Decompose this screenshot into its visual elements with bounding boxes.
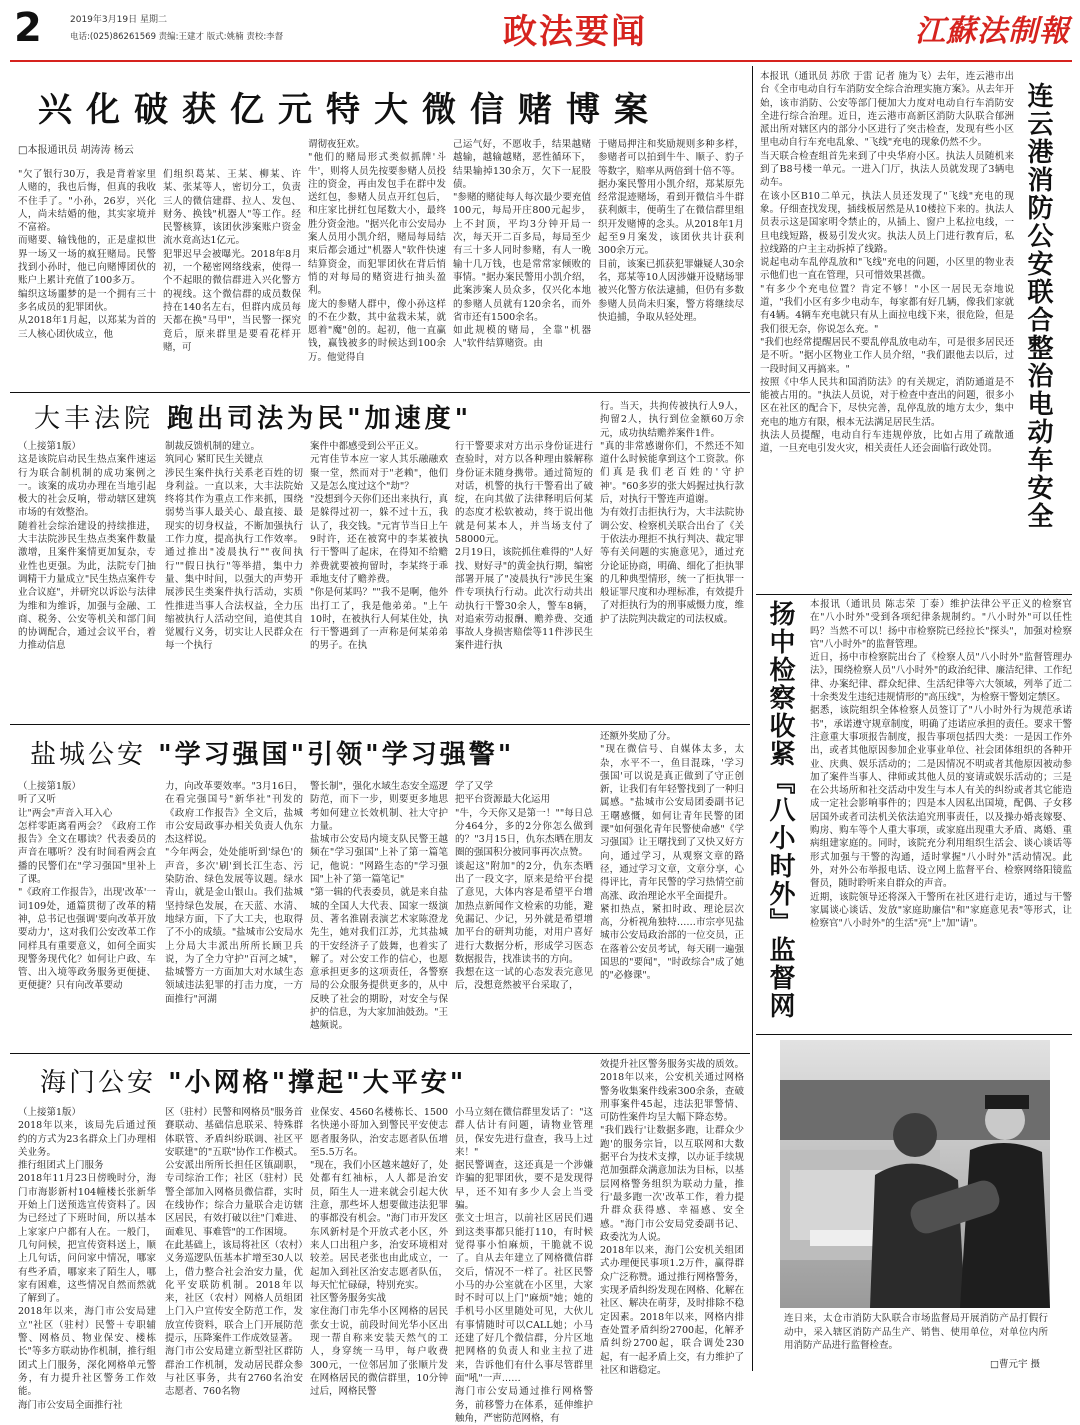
- article3-col-5: 还额外奖励了分。 "现在微信号、自媒体太多，太杂，水平不一，鱼目混珠，'学习强国'可以说是真正做到了守正创新，让我们有年轻警找到了一种归属感。"盐城市公安局团委副书记王曙感慨，如何让青年民警的团课"如何强化青年民警使命感"《学习强国》让王曙找到了又快又好方向，通过学习，从观察文章的路径，通过学习文章，文章分享，心得评比，青年民警的学习热情空前高涨、政治理论水平全面提升。 紧扣热点，紧扣时政、理论层次高，分析视角独特……市宗亭见盐城市公安局政治部的一位交员，正在落着公安员考试，每天刷一遍强国思的"要闻"，"时政综合"成了她的"必修课"。: [600, 731, 744, 982]
- article2-title-main: 跑出司法为民"加速度": [167, 404, 473, 434]
- article4-col-2: 区（驻村）民警和网格员"服务首賽联动、基础信息联采、特殊群体联管、矛盾纠纷联调、社区平安联建"的"五联"协作工作模式。公安派出所所长担任区镇副职，专司综治工作；社区（驻村）民警全部加入网格员微信群，实时在线协作；综合力量联合走访辖区居民，有效打破以往"门难进、面难见、事难管"的工作困境。 在此基础上，该局将社区（农村）义务巡逻队伍基本扩增至30人以上，借力整合社会治安力量，优化平安联防机制。2018年以来，社区（农村）网格人员组团上门入户宣传安全防范工作，发放宣传资料，联合上门开展防范提示，压降案件工作成效显著。 海门市公安局建立新型社区群防群治工作机制，发动居民群众参与社区事务，共有2760名治安志愿者、760名物: [165, 1107, 303, 1398]
- article4-col-5: 效提升社区警务服务实战的质效。2018年以来，公安机关通过网格警务收集案件线索300余条，查破刑事案件45起，违法犯罪警情、可防性案件均呈大幅下降态势。 "我们践行'让数据多跑，让群众少跑'的服务宗旨，以互联网和大数据平台为技术支撑，以办证手续规范加强群众满意加法为目标，以基层网格警务组织为联动力量，推行'最多跑一次'改革工作，着力提升群众获得感、幸福感、安全感。"海门市公安局党委副书记、政委沈为人说。 2018年以来，海门公安机关组团式办理便民事项1.2万件，赢得群众广泛称赞。通过推行网格警务，实现矛盾纠纷发现在网格、化解在社区、解决在萌芽，及时排除不稳定因素。2018年以来，网格内排查处置矛盾纠纷2700起，化解矛盾纠纷2700起，联合调处230起，有一起矛盾上交，有力维护了社区和谐稳定。: [600, 1059, 744, 1376]
- article2-col-2: 制裁反馈机制的建立。 筑同心 紧盯民生关键点 涉民生案件执行关系老百姓的切身利益。一直以来，大丰法院始终将其作为重点工作来抓，围绕弱势当事人最关心、最直接、最现实的切身权益，不断加强执行工作力度，提高执行工作效率。通过推出"凌晨执行""夜间执行""假日执行"等举措，集中力量、集中时间，以强大的声势开展涉民生类案件执行活动，实质性推进当事人合法权益，全力压缩被执行人活动空间，追使其自觉履行义务，切实让人民群众在每一个执行: [165, 441, 303, 652]
- yz-divider: [756, 1034, 1072, 1035]
- article2-title-prefix: 大丰法院: [34, 404, 155, 434]
- date-line: 2019年3月19日 星期二: [70, 15, 167, 25]
- yz-article-body: 本报讯（通讯员 陈志荣 丁泰）维护法律公平正义的检察官在"八小时外"受到各项纪律条规制约。"八小时外"可以任性吗？当然不可以！扬中市检察院已经拉长"探头"，加强对检察官"八小时外"的监督管理。 近日，扬中市检察院出台了《检察人员"八小时外"监督管理办法》，围绕检察人员"八小时外"的政治纪律、廉洁纪律、工作纪律、办案纪律、群众纪律、生活纪律等六大领域，列举了近二十余类发生违纪违规情形的"高压线"，为检察干警划定禁区。 据悉，该院组织全体检察人员签订了"八小时外行为规范承诺书"，承诺遵守规章制度，明确了违诺应承担的责任。要求干警注意重大事项报告制度，报告事项包括四大类：一是因工作外出，或者其他原因参加企业事业单位、社会团体组织的各种开业、庆典、娱乐活动的；二是因情况不明或者其他原因被动参加了案件当事人、律师或其他人员的宴请或娱乐活动的；三是在公共场所和社交活动中发生与本人有关的纠纷或者其它能造成一定社会影响事件的；四是本人因私出国境，配偶、子女移居国外或者司法机关依法追究刑事责任，以及操办婚丧嫁娶、购房、购车等个人重大事项，或家庭出现重大矛盾、离婚、重病组建家庭的。同时，该院充分利用组织生活会、谈心谈话等形式加强与干警的沟通，适时掌握"八小时外"活动情况。此外，对外公布举报电话、设立网上监督平台、检察网络阳镜监督员，随时聆听来自群众的声音。 近期，该院领导还将深入干警所在社区进行走访，通过与干警家属谈心谈话、发放"家庭助廉信"和"家庭意见表"等形式，让检察官"八小时外"的生活"亮"上"加"请"。: [810, 599, 1072, 930]
- page-number: 2: [14, 5, 42, 51]
- article3-col-4: 学了又学 把平台资源最大化运用 "牛，今天你又是第一！""每日总分464分，多的2分你怎么做到的？"3月15日，仇东杰晒在朋友圈的强国积分被同事再次点赞。 谈起这"附加"的2分，仇东杰晒出了一段文字，原来是给平台提了意见，大体内容是希望平台增加热点新闻作文检索的功能，避免漏记、少记，另外就是希望增加平台的研判功能，对用户喜好进行大数据分析，形成学习医态数据报告，找准读书的方向。 我想在这一试的心态发表完意见后，没想竟然被平台采取了，: [455, 781, 593, 992]
- article1-col-4: 己运气好，不愿收手，结果越赌越输，越输越赌，恶性循环下，结果输掉130余万，欠下一屁股债。 "参赌的赌徒每人每次最少要充值100元，每局开庄800元起步，上不封顶，平均3分钟开局一次，每天开二百多局，每局至少有三十多人同时参赌，有人一晚输十几万钱，也是常常家倾败的事情。"据办案民警用小凯介绍，此案涉案人员众多，仅兴化本地的参赌人员就有120余名，而外省市还有1500余名。 如此规模的赌局，全靠"机器人"软件结算赌资。由: [453, 139, 591, 350]
- article1-col-5: 于赌局押注和奖励规则多种多样，参赌者可以拍到牛牛、顺子、豹子等数字，赔率从两倍到十倍不等。 据办案民警用小凯介绍，郑某原先经常混迹赌场，看到开微信斗牛群获利颇丰，便萌生了在微信群里组织开发赌博的念头。从2018年1月起至9月案发，该团伙共计获利300余万元。 目前，该案已抓获犯罪嫌疑人30余名，郑某等10人因涉嫌开设赌场罪被兴化警方依法逮捕，但仍有多数参赌人员尚未归案，警方将继续尽快追捕，争取从轻处理。: [598, 139, 744, 323]
- article1-col-2: 们组织葛某、王某、柳某、许某、张某等人，密切分工，负责三人的微信建群、拉人、发包、财务、换钱"机器人"等工作。经民警核算，该团伙涉案账户资金流水竟高达1亿元。 犯罪迟早会被曝光。2018年8月初，一个秘密网络线索，使得一个不起眼的微信群进入兴化警方的视线。这个微信群的成员数保持在140名左右，但群内成员每天都在换"马甲"，当民警一探究竟后，原来群里是要看花样开赌，可: [163, 169, 301, 353]
- article4-col-4: 小马立刻在微信群里发话了："这群人估计有问题，请物业管理员，保安先进行盘查，我马上过来！" 据民警调查，这还真是一个涉嫌诈骗的犯罪团伙，要不是发现得早，还不知有多少人会上当受骗。 张文士坦言，以前社区居民们遇到这类事都只能打110，有时候觉得事小怕麻烦，干脆就不说了。自从去年建立了网格微信群交后，情况不一样了。社区民警小马的办公室就在小区里，大家时不时可以上门"麻烦"她；她的手机号小区里随处可见，大伙儿有事情随时可以CALL她；小马还建了好几个微信群，分片区地把网格的负责人和业主拉了进来，告诉他们有什么事尽管群里面"吼"一声…… 海门市公安局通过推行网格警务，前移警力在体系，延伸维护触角，严密防范网格，有: [455, 1107, 593, 1424]
- newspaper-name-logo: 江蘇法制報: [915, 14, 1070, 49]
- masthead-rule: [10, 60, 1072, 62]
- masthead: [0, 0, 1080, 62]
- article1-divider: [10, 392, 750, 393]
- article1-title: 兴化破获亿元特大微信赌博案: [38, 90, 662, 130]
- article1-col-3: 谓彻夜狂欢。 "他们的赌局形式类似抓牌'斗牛'，则将人员先按要参赌人员投注的资金，再由发包手在群中发送红包，参赌人员点开红包后，和庄家比拼红包尾数大小，最终胜分资金池。"据兴化市公安局办案人员用小凯介绍，赌局每局结束后都会通过"机器人"软件快速结算资金，而犯罪团伙在背后悄悄的对每局的赌资进行抽头盈利。 庞大的参赌人群中，像小孙这样的不在少数，其中盆栽未某，就愿着"魔"创的。起初，他一直赢钱，赢钱被多的时候达到100余万。他觉得自: [308, 139, 446, 363]
- photo-caption: 连日来，太仓市消防大队联合市场监督局开展消防产品打假行动中，采入辖区消防产品生产、销售、使用单位，对单位内所用消防产品进行监督检查。: [784, 1313, 1048, 1351]
- article3-col-1: （上接第1版） 听了又听 让"两会"声音入耳入心 怎样零距离看两会？《政府工作报告》全文在哪读？代表委员的声音在哪听？没有时间看两会直播的民警们在"学习强国"里补上了课。 "《政府工作报告》，出现'改革'一词109处，通篇贯彻了改革的精神，总书记也强调'要向改革开放要动力'，这对我们公安改革工作同样具有重要意义，如何全面实现警务现代化？如何让户政、车管、出入境等政务服务更便捷、更便捷？只有向改革要动: [18, 781, 156, 992]
- section-title: 政法要闻: [503, 12, 647, 52]
- lyg-article-body: 本报讯（通讯员 苏欣 于雷 记者 施为飞）去年，连云港市出台《全市电动自行车消防安全综合治理实施方案》。从去年开始，该市消防、公安等部门便加大力度对电动自行车消防安全进行综合治理。近日，连云港市高新区消防大队联合郁洲派出所对辖区内的部分小区进行了突击检查，发现有些小区里电动自行车充电乱象、"飞线"充电的现象仍然不少。 当天联合检查组首先来到了中央华府小区。执法人员随机来到了B8号楼一单元。一进入门厅，执法人员就发现了3辆电动车。 在该小区B10二单元，执法人员还发现了"飞线"充电的现象。仔细查找发现，插线板居然是从10楼拉下来的。执法人员表示这是国家明令禁止的，从插上、窗户上私拉电线，一旦电线短路，极易引发火灾。执法人员上门进行教育后，私拉线路的户主主动拆掉了线路。 说起电动车乱停乱放和"飞线"充电的问题，小区里的物业表示他们也一直在管理，只可惜效果甚微。 "有多少个充电位置？肯定不够！"小区一居民无奈地说道，"我们小区有多少电动车，每家都有好几辆，像我们家就有4辆。4辆车充电就只有从上面拉电线下来，很危险，但是我们很无奈，你说怎么充。" "我们也经常提醒居民不要乱停乱放电动车，可是很多居民还是不听。"据小区物业工作人员介绍，"我们跟他去以后，过一段时间又再搞来。" 按照《中华人民共和国消防法》的有关规定，消防通道是不能被占用的。"执法人员说，对于检查中查出的问题，很多小区在社区的配合下，尽快完善，乱停乱放的地方太少，集中充电的地方有限，根本无法满足居民生活。 执法人员提醒，电动自行车违规停放，比如占用了疏散通道，一旦充电引发火灾，相关责任人还会面临行政处罚。: [760, 71, 1014, 455]
- article2-col-4: 行干警要求对方出示身份证进行查验时，对方以各种理由躲解称身份证未随身携带。通过简短的对话，机警的执行干警看出了破绽，在向其做了法律释明后何某的态度才松软被动，终于说出他就是何某本人，并当场支付了58000元。 2月19日，该院抓住难得的"人好找、财好寻"的黄金执行期，编密部署开展了"凌晨执行"涉民生案件专项执行行动。此次行动共出动执行干警30余人，警车8辆，对追索劳动报酬、赡养费、交通事故人身损害赔偿等11件涉民生案件进行执: [455, 441, 593, 652]
- article4-col-3: 业保安、4560名楼栋长、1500名快递小哥加入到警民平安使志愿者服务队，治安志愿者队伍增至5.5万名。 "现在，我们小区越来越好了，处处都有红袖标，人人都是治安员，陌生人一进来就会引起大伙注意，那些坏人想要做违法犯罪的事都没有机会。"海门市开发区东风新村是个开放式老小区，外来人口出租户多，治安环境相对较差。居民老张也由此成立，一起加入到社区治安志愿者队伍，每天忙忙碌碌，特别充实。 社区警务服务实战 家住海门市先华小区网格的居民张女士说，前段时间光华小区出现一帮自称来安装天然气的工人，身穿统一马甲，每户收费300元，一位邻居加了张顺片发在网格居民的微信群里，10分钟过后，网格民警: [310, 1107, 448, 1398]
- article3-col-2: 力，向改革要效率。"3月16日，在看完强国号"新华社"刊发的《政府工作报告》全文后，盐城市公安局政事办相关负责人仇东杰这样说。 "今年两会，处处能听到'绿色'的声音，多次'刷'到长江生态、污染防治、绿色发展等议题。绿水青山，就是金山银山。我们盐城坚持绿色发展，在天蓝、水清、地绿方面，下了大工夫，也取得了不小的成绩。"盐城市公安局水上分局大丰派出所所长顾卫兵说，为了全力守护"百河之城"，盐城警方一方面加大对水域生态领域违法犯罪的打击力度，一方面推行"河湖: [165, 781, 303, 1005]
- article2-col-3: 案件中都感受到公平正义。 元宵佳节本应一家人其乐融融欢聚一堂，然而对于"老赖"，他们又是怎么度过这个"劫"？ "没想到今天你们还出来执行，真是躲得过初一，躲不过十五，我认了，我交钱。"元宵节当日上午9时许，还在被窝中的李某被执行干警叫了起床，在得知不给赡养费就要被拘留时，李某终于乖乖地支付了赡养费。 "你是何某吗？""我不是啊，他外出打工了，我是他弟弟。"上午10时，在被执行人何某住处，执行干警遇到了一声称是何某弟弟的男子。在执: [310, 441, 448, 652]
- right-column-divider: [752, 66, 753, 1371]
- article2-col-5: 行。当天，共拘传被执行人9人，拘留2人，执行到位金额60万余元，成功执结赡养案件1件。 "真的非常感谢你们，不然还不知道什么时候能拿到这个工资款。你们真是我们老百姓的'守护神'。"60多岁的张大妈握过执行款后，对执行干警连声道谢。 为有效打击拒执行为，大丰法院协调公安、检察机关联合出台了《关于依法办理拒不执行判决、裁定罪等有关问题的实施意见》，通过充分论证协商，明确、细化了拒执罪的几种典型情形，统一了拒执罪一般证罪尺度和办理标准，有效提升了对拒执行为的刑事威慑力度，维护了法院判决裁定的司法权威。: [600, 401, 744, 625]
- article4-title-main: "小网格"撑起"大平安": [168, 1068, 467, 1098]
- article1-byline: □本报通讯员 胡涛涛 杨云: [18, 145, 134, 156]
- article3-col-3: 警长制"，强化水域生态安全巡逻防范，而下一步，则要更多地思考如何建立长效机制、社大守护力量。 盐城市公安局内境支队民警王越频在"学习强国"上补了第一篇笔记，他说："网路生态的"学习强国"上补了第一篇笔记" "第一辑的代表委员，就是来自盐城的全国人大代表、国家一级演员、著名淮剧表演艺术家陈澄龙先生，她对我们江苏，尤其盐城的干安经济子了鼓舞，也着实了解了。对公安工作的信心，也愿意承担更多的这项责任，各警察局的公众服务提供更多的，从中反映了社会的期盼，对安全与保护的信息，为大家加油鼓劲。"王越频说。: [310, 781, 448, 1032]
- news-photo: [780, 1040, 1050, 1308]
- article3-title-main: "学习强国"引领"学习强警": [158, 740, 515, 770]
- article1-col-1: "欠了银行30万，我是背着家里人赌的，我也后悔，但真的我收不住手了。"小孙，26岁，兴化人，尚未结婚的他，其实家境并不富裕。 而赌要、输钱他的，正是虚拟世界一场又一场的疯狂赌局。民警找到小孙时，他已向赌博团伙的账户上累计充值了100多万。 编织这场噩梦的是一个拥有三十多名成员的犯罪团伙。 从2018年1月起，以郑某为首的三人核心团伙成立，他: [18, 169, 156, 340]
- article2-col-1: （上接第1版） 这是该院启动民生热点案件速运行为联合制机制的成功案例之一。该案的成功办理在当地引起极大的社会反响，带动辖区建筑市场的有效整治。 随着社会综治建设的持续推进，大丰法院涉民生热点类案件数量激增，且案件案情更加复杂，专业性也更强。为此，法院专门抽调精干力量成立"民生热点案件专业合议庭"，并研究以诉讼与法律为维和为维诉，加强与金融、工商、税务、公安等机关和部门间的协调配合，通过会议平台，着力推动信息: [18, 441, 156, 652]
- article4-title-prefix: 海门公安: [40, 1068, 157, 1098]
- article3-title-prefix: 盐城公安: [30, 740, 147, 770]
- article3-divider: [10, 1053, 750, 1054]
- lyg-article-title: 连云港消防公安联合整治电动车安全: [1023, 82, 1053, 530]
- photo-credit: □曹元宇 摄: [990, 1359, 1040, 1370]
- yz-article-title: 扬中检察收紧『八小时外』监督网: [765, 600, 795, 1020]
- article3-title: [30, 734, 514, 771]
- info-line: 电话:(025)86261569 责编:王建才 版式:姚楠 责校:李督: [70, 32, 284, 42]
- article4-title: [40, 1062, 466, 1099]
- article4-col-1: （上接第1版） 2018年以来，该局先后通过预约的方式为23名群众上门办理相关业务。 推行组团式上门服务 2018年11月23日傍晚时分，海门市海影新村104幢楼长张新华开始上门送预选宣传资料了。因为已经过了下班时间，所以基本上家家户户都有人在。一般门，几句问候，把宣传资料送上，顺上几句话，问问家中情况，哪家有些矛盾，哪家来了陌生人，哪家有困难，这些情况自然而然就了解到了。 2018年以来，海门市公安局建立"社区（驻村）民警＋专职辅警、网格员、物业保安、楼栋长"等多方联动协作机制，推行组团式上门服务，深化网格单元警务，有力提升社区警务工作效能。 海门市公安局全面推行社: [18, 1107, 156, 1411]
- lyg-divider: [756, 594, 1072, 595]
- article2-divider: [10, 724, 750, 725]
- article2-title: [34, 398, 472, 435]
